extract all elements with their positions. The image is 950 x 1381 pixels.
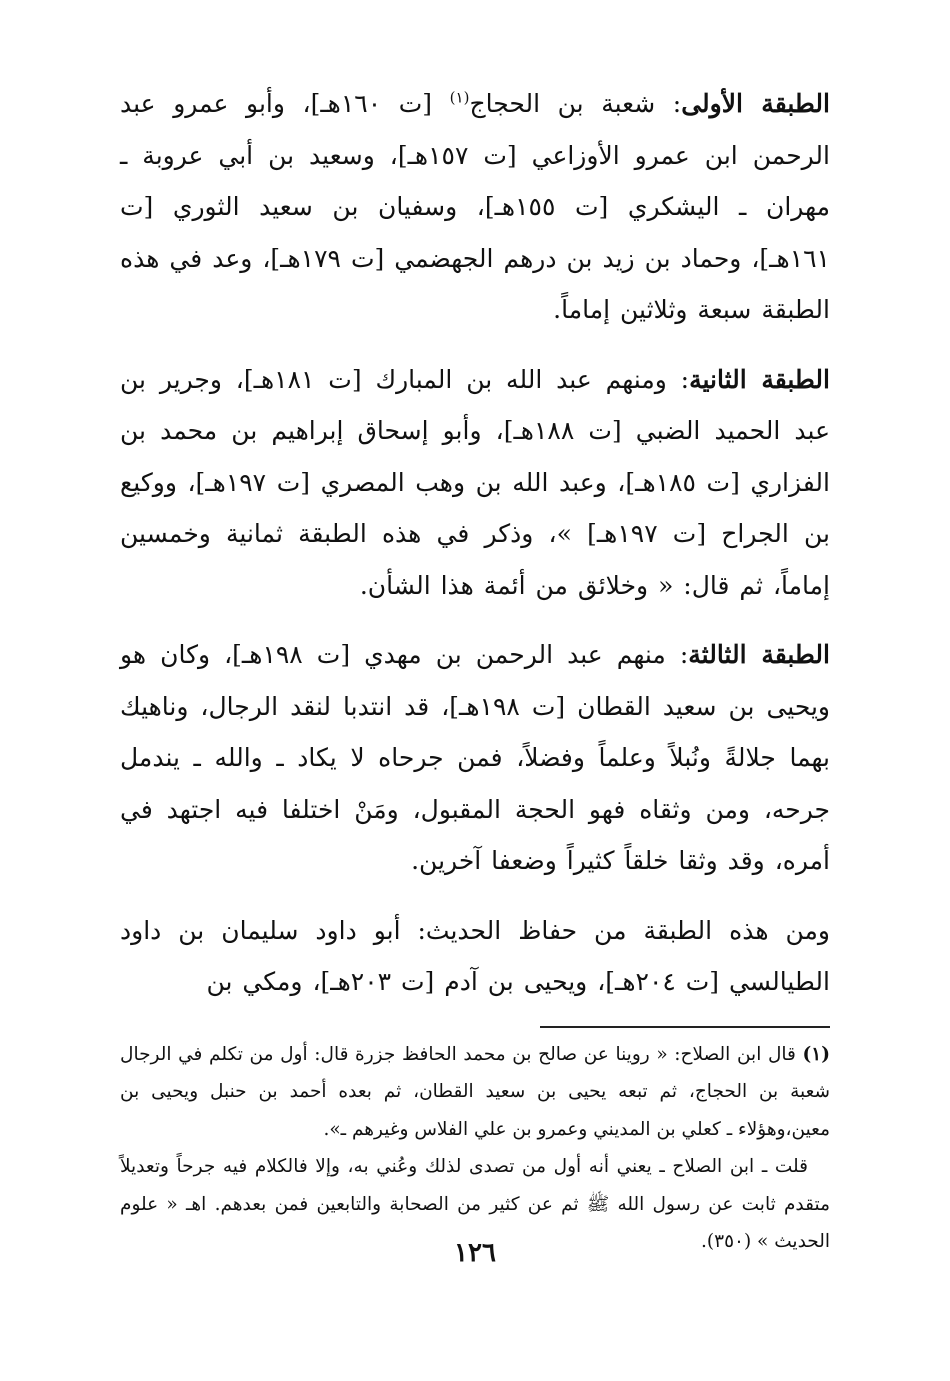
hadith-memorizers-text: ومن هذه الطبقة من حفاظ الحديث: أبو داود سليمان بن داود الطيالسي [ت ٢٠٤هـ]، ويحيى بن آدم [ت ٢٠٣هـ]، ومكي بن [120,915,830,996]
first-tier-heading: الطبقة الأولى [681,89,830,118]
first-tier-text-a: : شعبة بن الحجاج [469,89,682,118]
first-tier-text-b: [ت ١٦٠هـ]، وأبو عمرو عبد الرحمن ابن عمرو الأوزاعي [ت ١٥٧هـ]، وسعيد بن أبي عروبة ـ مهران ـ اليشكري [ت ١٥٥هـ]، وسفيان بن سعيد الثوري [ت ١٦١هـ]، وحماد بن زيد بن درهم الجهضمي [ت ١٧٩هـ]، وعد في هذه الطبقة سبعة وثلاثين إماماً. [120,89,830,324]
second-tier-heading: الطبقة الثانية [689,364,830,394]
second-tier-text: : ومنهم عبد الله بن المبارك [ت ١٨١هـ]، وجرير بن عبد الحميد الضبي [ت ١٨٨هـ]، وأبو إسحاق إبراهيم بن محمد بن الفزاري [ت ١٨٥هـ]، وعبد الله بن وهب المصري [ت ١٩٧هـ]، ووكيع بن الجراح [ت ١٩٧هـ] »، وذكر في هذه الطبقة ثمانية وخمسين إماماً، ثم قال: « وخلائق من أئمة هذا الشأن. [120,364,830,600]
page-body [120,78,830,1261]
third-tier-text: : منهم عبد الرحمن بن مهدي [ت ١٩٨هـ]، وكان هو ويحيى بن سعيد القطان [ت ١٩٨هـ]، قد انتدبا لنقد الرجال، وناهيك بهما جلالةً ونُبلاً وعلماً وفضلاً، فمن جرحاه لا يكاد ـ والله ـ يندمل جرحه، ومن وثقاه فهو الحجة المقبول، ومَنْ اختلفا فيه اجتهد في أمره، وقد وثقا خلقاً كثيراً وضعفا آخرين. [120,640,830,875]
paragraph-hadith-memorizers [120,905,830,1008]
paragraph-third-tier [120,629,830,887]
footnote-reference-1[interactable]: (١) [449,88,470,107]
footnote-1-text: قال ابن الصلاح: « روينا عن صالح بن محمد الحافظ جزرة قال: أول من تكلم في الرجال شعبة بن الحجاج، ثم تبعه يحيى بن سعيد القطان، ثم بعده أحمد بن حنبل ويحيى بن معين،وهؤلاء ـ كعلي بن المديني وعمرو بن علي الفلاس وغيرهم ـ». [120,1043,830,1140]
third-tier-heading: الطبقة الثالثة [688,640,830,669]
footnote-1 [120,1036,830,1149]
paragraph-second-tier [120,354,830,612]
footnote-1-continuation-text: قلت ـ ابن الصلاح ـ يعني أنه أول من تصدى لذلك وعُني به، وإلا فالكلام فيه جرحاً وتعديلاً متقدم ثابت عن رسول الله ﷺ ثم عن كثير من الصحابة والتابعين فمن بعدهم. اهـ « علوم الحديث » (٣٥٠). [120,1156,830,1252]
paragraph-first-tier [120,78,830,336]
page-number: ١٢٦ [454,1238,496,1268]
footnote-divider [540,1026,830,1028]
footnote-1-number: (١) [802,1043,830,1065]
